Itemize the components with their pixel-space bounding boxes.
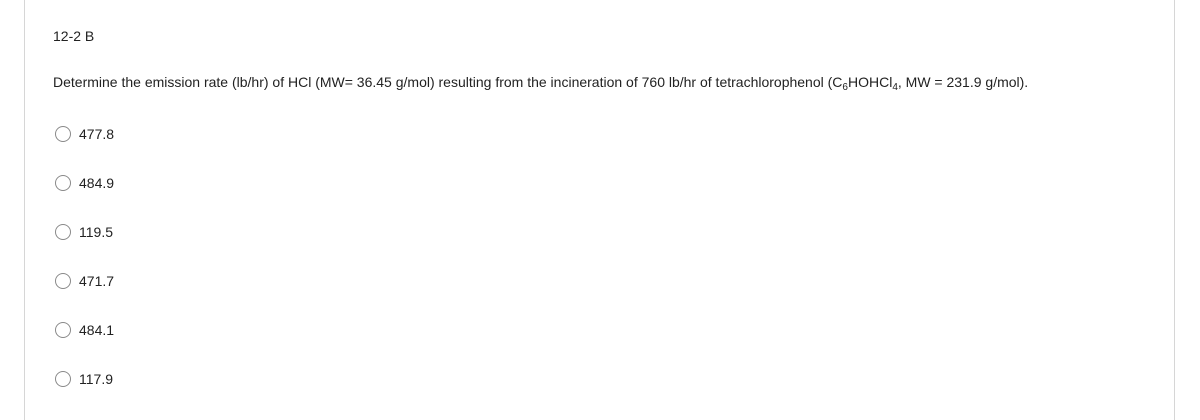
answer-option-1[interactable] (55, 124, 114, 144)
answer-option-label: 117.9 (79, 371, 113, 387)
answer-option-4[interactable] (55, 271, 114, 291)
question-card (24, 0, 1175, 420)
question-text-sub-4: 4 (892, 82, 898, 93)
radio-button[interactable] (55, 126, 71, 142)
radio-button[interactable] (55, 224, 71, 240)
question-text-middle: HOHCl (847, 74, 893, 90)
answer-option-label: 484.1 (79, 322, 115, 338)
radio-button[interactable] (55, 175, 71, 191)
answer-option-label: 471.7 (79, 273, 115, 289)
answer-option-5[interactable] (55, 320, 114, 340)
question-number: 12-2 B (53, 28, 95, 44)
answer-option-2[interactable] (55, 173, 114, 193)
answer-option-label: 477.8 (79, 126, 115, 142)
question-text-sub-6: 6 (842, 82, 848, 93)
radio-button[interactable] (55, 273, 71, 289)
answer-option-6[interactable] (55, 369, 113, 389)
answer-option-label: 484.9 (79, 175, 115, 191)
question-prompt (53, 74, 1029, 93)
radio-button[interactable] (55, 322, 71, 338)
question-text-end: , MW = 231.9 g/mol). (897, 74, 1029, 90)
question-text-main: Determine the emission rate (lb/hr) of HCl (MW= 36.45 g/mol) resulting from the incineration of 760 lb/hr of tetrachlorophenol (C (53, 74, 843, 90)
answer-option-label: 119.5 (79, 224, 113, 240)
answer-option-3[interactable] (55, 222, 113, 242)
radio-button[interactable] (55, 371, 71, 387)
